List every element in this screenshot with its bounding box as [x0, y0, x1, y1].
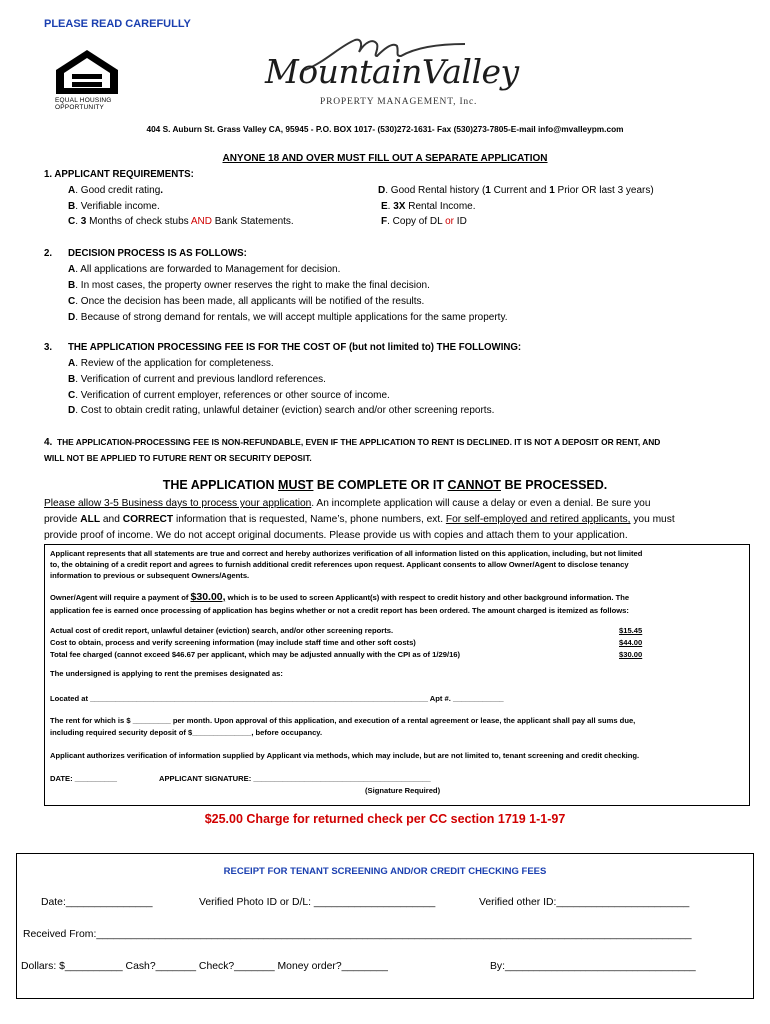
- section1-title: 1. APPLICANT REQUIREMENTS:: [44, 169, 194, 180]
- requirement-f: F. Copy of DL or ID: [381, 216, 467, 227]
- cost1-value: $15.45: [619, 626, 643, 635]
- requirement-c: C. 3 Months of check stubs AND Bank Statements.: [68, 216, 294, 227]
- fee-item-a: A. Review of the application for completeness.: [68, 358, 274, 369]
- company-address: 404 S. Auburn St. Grass Valley CA, 95945 - P.O. BOX 1017- (530)272-1631- Fax (530)273-7805-E-mail info@mvalleypm.com: [146, 124, 624, 134]
- eho-line2: OPPORTUNITY: [55, 104, 105, 111]
- logo-name: MountainValley: [265, 52, 519, 91]
- fee-item-b: B. Verification of current and previous landlord references.: [68, 374, 326, 385]
- section3-title: THE APPLICATION PROCESSING FEE IS FOR THE COST OF (but not limited to) THE FOLLOWING:: [68, 342, 522, 353]
- rent-line1[interactable]: The rent for which is $ _________ per month. Upon approval of this application, and execution of a rental agreement or lease, the applicant shall pay all sums due,: [50, 716, 636, 725]
- section2-title: DECISION PROCESS IS AS FOLLOWS:: [68, 248, 247, 259]
- undersigned-line: The undersigned is applying to rent the premises designated as:: [50, 669, 283, 678]
- cost2-value: $44.00: [619, 638, 643, 647]
- cost1-label: Actual cost of credit report, unlawful detainer (eviction) search, and/or other screening reports.: [50, 626, 394, 635]
- requirement-a: A. Good credit rating.: [68, 185, 164, 196]
- returned-check-notice: $25.00 Charge for returned check per CC section 1719 1-1-97: [204, 812, 566, 826]
- signature-field[interactable]: APPLICANT SIGNATURE: __________________________________________: [159, 774, 431, 783]
- equal-housing-logo: [52, 48, 122, 111]
- authorization-box: [44, 544, 750, 806]
- separate-application-notice: ANYONE 18 AND OVER MUST FILL OUT A SEPARATE APPLICATION: [222, 153, 548, 164]
- decision-item-b: B. In most cases, the property owner reserves the right to make the final decision.: [68, 280, 430, 291]
- cost2-label: Cost to obtain, process and verify screening information (may include staff time and other soft costs): [50, 638, 416, 647]
- located-at-field[interactable]: Located at ________________________________________________________________________________ Apt #. ____________: [50, 694, 504, 703]
- receipt-photo-id-field[interactable]: Verified Photo ID or D/L: _____________________: [199, 897, 436, 908]
- complete-heading: THE APPLICATION MUST BE COMPLETE OR IT CANNOT BE PROCESSED.: [162, 478, 608, 492]
- requirement-e: E. 3X Rental Income.: [381, 201, 476, 212]
- fee-line2: application fee is earned once processing of application has begins whether or not a credit report has been ordered. The amount charged is itemized as follows:: [50, 606, 629, 615]
- equal-housing-icon: [52, 48, 122, 96]
- fee-line1: Owner/Agent will require a payment of $30.00, which is to be used to screen Applicant(s) with respect to credit history and other background information. The: [50, 591, 630, 603]
- company-logo: [265, 34, 535, 114]
- cost3-label: Total fee charged (cannot exceed $46.67 per applicant, which may be adjusted annually with the CPI as of 1/29/16): [50, 650, 461, 659]
- fee-item-d: D. Cost to obtain credit rating, unlawful detainer (eviction) search and/or other screening reports.: [68, 405, 495, 416]
- fee-item-c: C. Verification of current employer, references or other source of income.: [68, 390, 390, 401]
- section3-number: 3.: [44, 342, 53, 353]
- receipt-received-from-field[interactable]: Received From:_______________________________________________________________________________________________________: [23, 929, 692, 940]
- receipt-other-id-field[interactable]: Verified other ID:_______________________: [479, 897, 690, 908]
- eho-line1: EQUAL HOUSING: [55, 97, 112, 104]
- please-read-notice: PLEASE READ CAREFULLY: [44, 18, 191, 30]
- requirement-d: D. Good Rental history (1 Current and 1 Prior OR last 3 years): [378, 185, 654, 196]
- auth-line2: to, the obtaining of a credit report and agrees to furnish additional credit references upon request. Applicant consents to allow Owner/Agent to disclose tenancy: [50, 560, 629, 569]
- receipt-title: RECEIPT FOR TENANT SCREENING AND/OR CREDIT CHECKING FEES: [223, 866, 547, 877]
- date-field[interactable]: DATE: __________: [50, 774, 117, 783]
- section2-number: 2.: [44, 248, 53, 259]
- decision-item-a: A. All applications are forwarded to Management for decision.: [68, 264, 341, 275]
- logo-subtitle: PROPERTY MANAGEMENT, Inc.: [320, 97, 478, 107]
- receipt-box: [16, 853, 754, 999]
- receipt-date-field[interactable]: Date:_______________: [41, 897, 153, 908]
- signature-required-note: (Signature Required): [365, 786, 441, 795]
- decision-item-c: C. Once the decision has been made, all applicants will be notified of the results.: [68, 296, 425, 307]
- cost3-value: $30.00: [619, 650, 643, 659]
- decision-item-d: D. Because of strong demand for rentals, we will accept multiple applications for the same property.: [68, 312, 508, 323]
- receipt-by-field[interactable]: By:_________________________________: [490, 961, 696, 972]
- rent-line2[interactable]: including required security deposit of $______________, before occupancy.: [50, 728, 323, 737]
- section4-line1: 4. THE APPLICATION-PROCESSING FEE IS NON-REFUNDABLE, EVEN IF THE APPLICATION TO RENT IS DECLINED. IT IS NOT A DEPOSIT OR RENT, AND: [44, 437, 661, 448]
- auth-line3: information to previous or subsequent Owners/Agents.: [50, 571, 250, 580]
- auth-line1: Applicant represents that all statements are true and correct and hereby authorizes verification of all information listed on this application, including, but not limited: [50, 549, 643, 558]
- complete-paragraph: Please allow 3-5 Business days to process your application. An incomplete application will cause a delay or even a denial. Be sure you provide ALL and CORRECT information that is requested, Name’s, phone numbers, ext. For self-employed and retired applicants, you must provide proof of income. We do not accept original documents. Please provide us with copies and attach them to your application.: [44, 498, 675, 541]
- receipt-payment-fields[interactable]: Dollars: $__________ Cash?_______ Check?_______ Money order?________: [21, 961, 388, 972]
- section4-line2: WILL NOT BE APPLIED TO FUTURE RENT OR SECURITY DEPOSIT.: [44, 453, 312, 463]
- requirement-b: B. Verifiable income.: [68, 201, 160, 212]
- verification-authorization: Applicant authorizes verification of information supplied by Applicant via methods, which may include, but are not limited to, tenant screening and credit checking.: [50, 751, 640, 760]
